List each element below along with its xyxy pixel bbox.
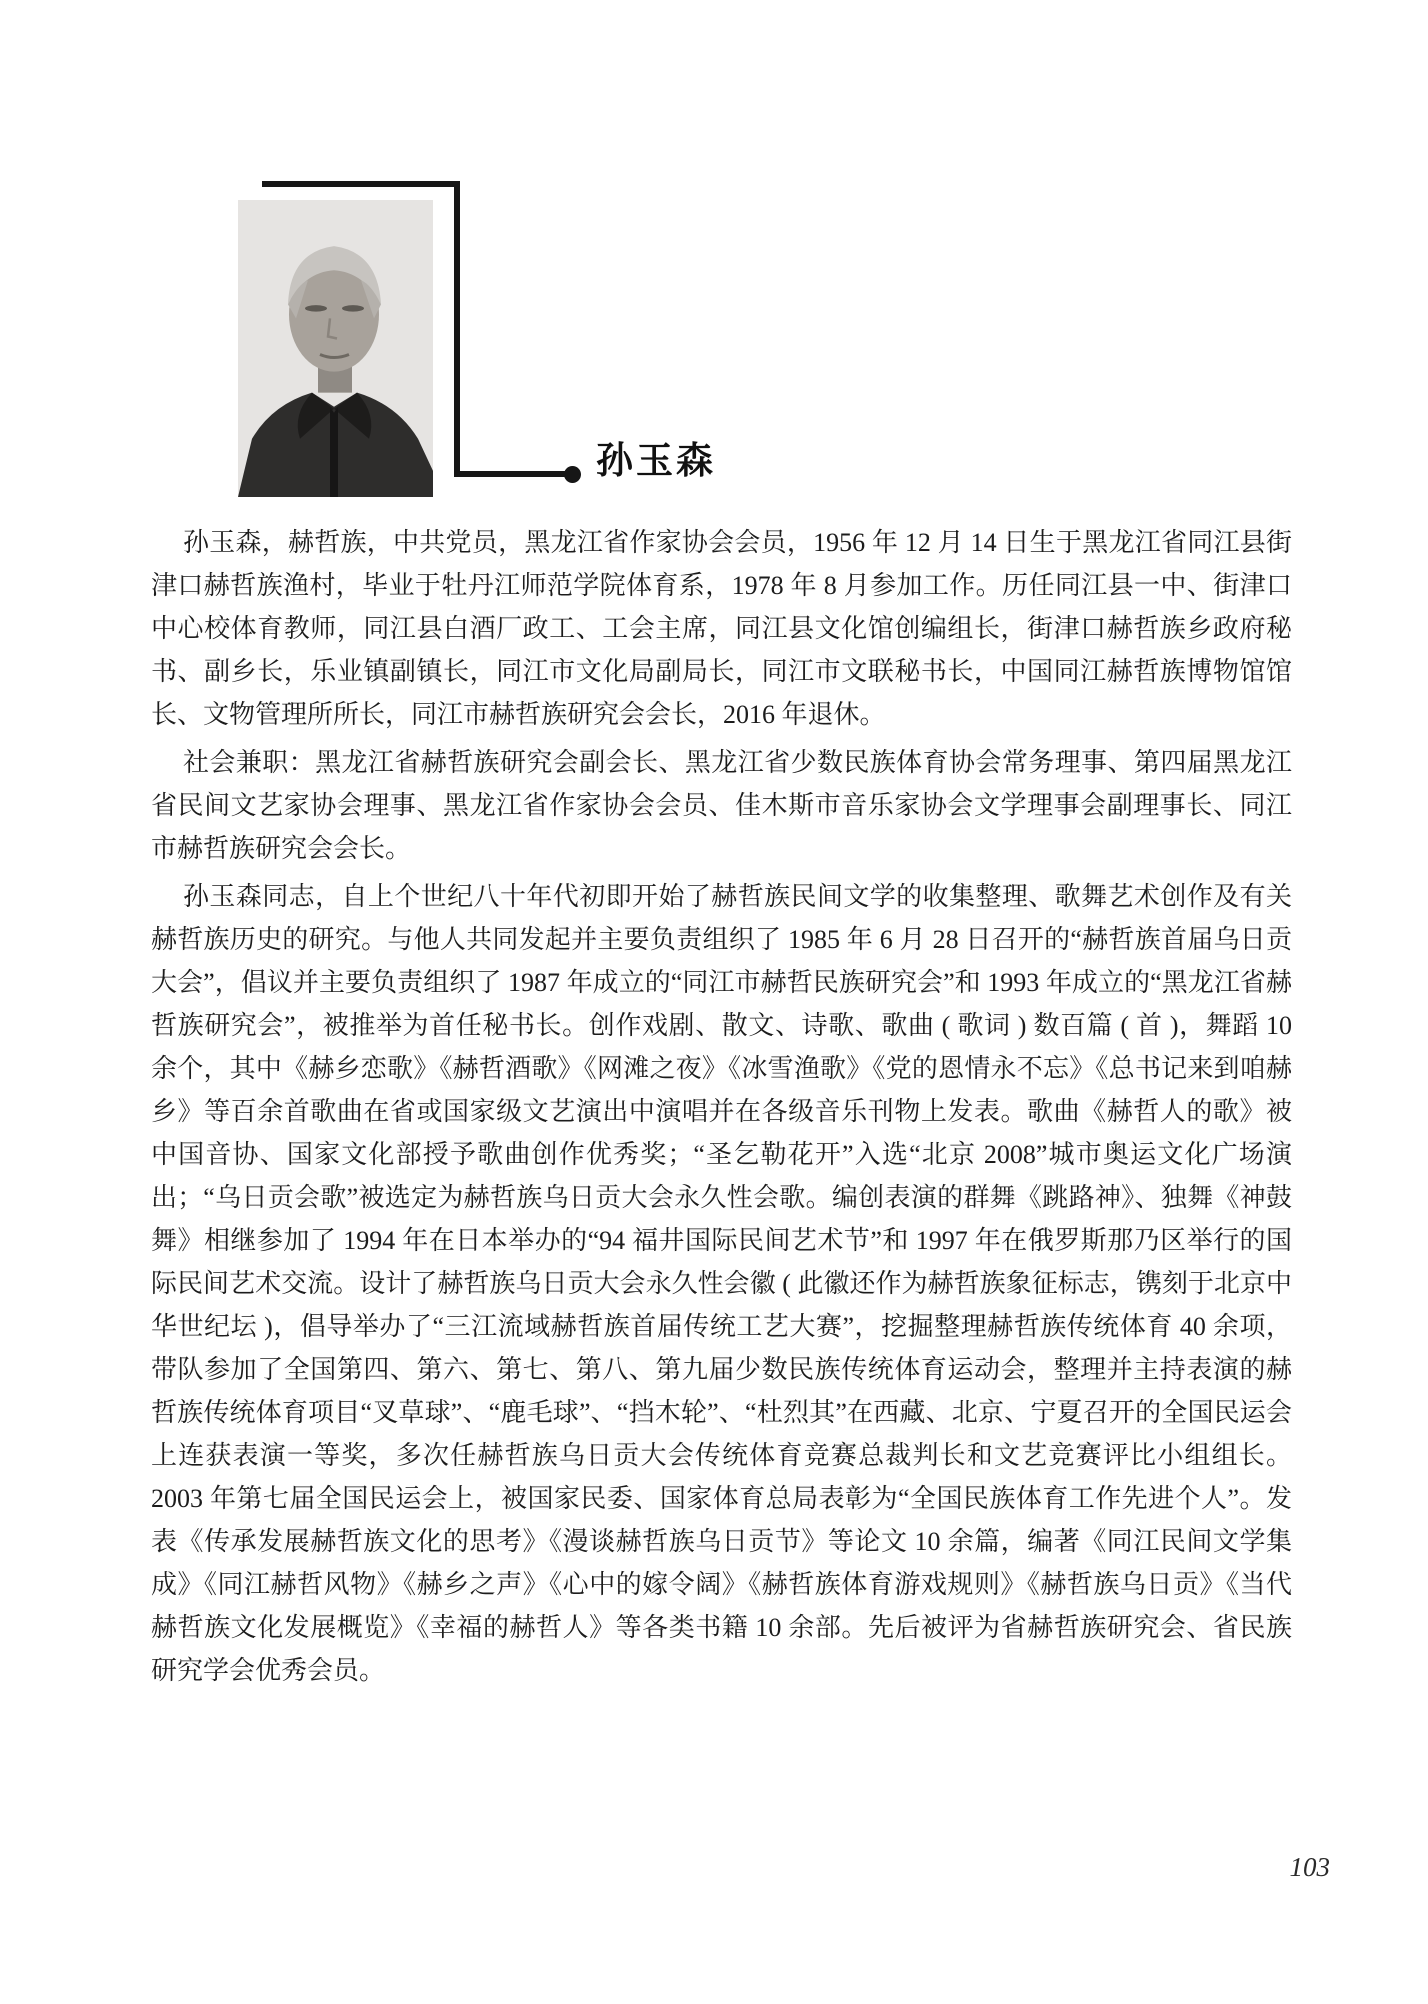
page-number: 103 [1289,1852,1330,1882]
connector-line-vertical [454,181,460,477]
connector-line-horizontal [454,471,566,477]
bio-paragraph-career: 孙玉森，赫哲族，中共党员，黑龙江省作家协会会员，1956 年 12 月 14 日生于黑龙江省同江县街津口赫哲族渔村，毕业于牡丹江师范学院体育系，1978 年 8 月参加工作。历任同江县一中、街津口中心校体育教师，同江县白酒厂政工、工会主席，同江县文化馆创编组长，街津口赫哲族乡政府秘书、副乡长，乐业镇副镇长，同江市文化局副局长，同江市文联秘书长，中国同江赫哲族博物馆馆长、文物管理所所长，同江市赫哲族研究会会长，2016 年退休。 [151,528,1292,729]
person-name: 孙玉森 [596,441,716,482]
portrait-photo [238,200,433,497]
bio-paragraph-social-posts: 社会兼职：黑龙江省赫哲族研究会副会长、黑龙江省少数民族体育协会常务理事、第四届黑龙江省民间文艺家协会理事、黑龙江省作家协会会员、佳木斯市音乐家协会文学理事会副理事长、同江市赫哲族研究会会长。 [151,748,1292,863]
bio-paragraph-achievements: 孙玉森同志，自上个世纪八十年代初即开始了赫哲族民间文学的收集整理、歌舞艺术创作及有关赫哲族历史的研究。与他人共同发起并主要负责组织了 1985 年 6 月 28 日召开的“赫哲族首届乌日贡大会”，倡议并主要负责组织了 1987 年成立的“同江市赫哲民族研究会”和 1993 年成立的“黑龙江省赫哲族研究会”，被推举为首任秘书长。创作戏剧、散文、诗歌、歌曲 ( 歌词 ) 数百篇 ( 首 )，舞蹈 10 余个，其中《赫乡恋歌》《赫哲酒歌》《网滩之夜》《冰雪渔歌》《党的恩情永不忘》《总书记来到咱赫乡》等百余首歌曲在省或国家级文艺演出中演唱并在各级音乐刊物上发表。歌曲《赫哲人的歌》被中国音协、国家文化部授予歌曲创作优秀奖；“圣乞勒花开”入选“北京 2008”城市奥运文化广场演出；“乌日贡会歌”被选定为赫哲族乌日贡大会永久性会歌。编创表演的群舞《跳路神》、独舞《神鼓舞》相继参加了 1994 年在日本举办的“94 福井国际民间艺术节”和 1997 年在俄罗斯那乃区举行的国际民间艺术交流。设计了赫哲族乌日贡大会永久性会徽 ( 此徽还作为赫哲族象征标志，镌刻于北京中华世纪坛 )，倡导举办了“三江流域赫哲族首届传统工艺大赛”，挖掘整理赫哲族传统体育 40 余项，带队参加了全国第四、第六、第七、第八、第九届少数民族传统体育运动会，整理并主持表演的赫哲族传统体育项目“叉草球”、“鹿毛球”、“挡木轮”、“杜烈其”在西藏、北京、宁夏召开的全国民运会上连获表演一等奖，多次任赫哲族乌日贡大会传统体育竞赛总裁判长和文艺竞赛评比小组组长。2003 年第七届全国民运会上，被国家民委、国家体育总局表彰为“全国民族体育工作先进个人”。发表《传承发展赫哲族文化的思考》《漫谈赫哲族乌日贡节》等论文 10 余篇，编著《同江民间文学集成》《同江赫哲风物》《赫乡之声》《心中的嫁令阔》《赫哲族体育游戏规则》《赫哲族乌日贡》《当代赫哲族文化发展概览》《幸福的赫哲人》等各类书籍 10 余部。先后被评为省赫哲族研究会、省民族研究学会优秀会员。 [151,882,1292,1685]
connector-line-top [262,181,460,187]
biography-text [151,521,1292,1697]
name-marker-dot-icon [564,466,581,483]
